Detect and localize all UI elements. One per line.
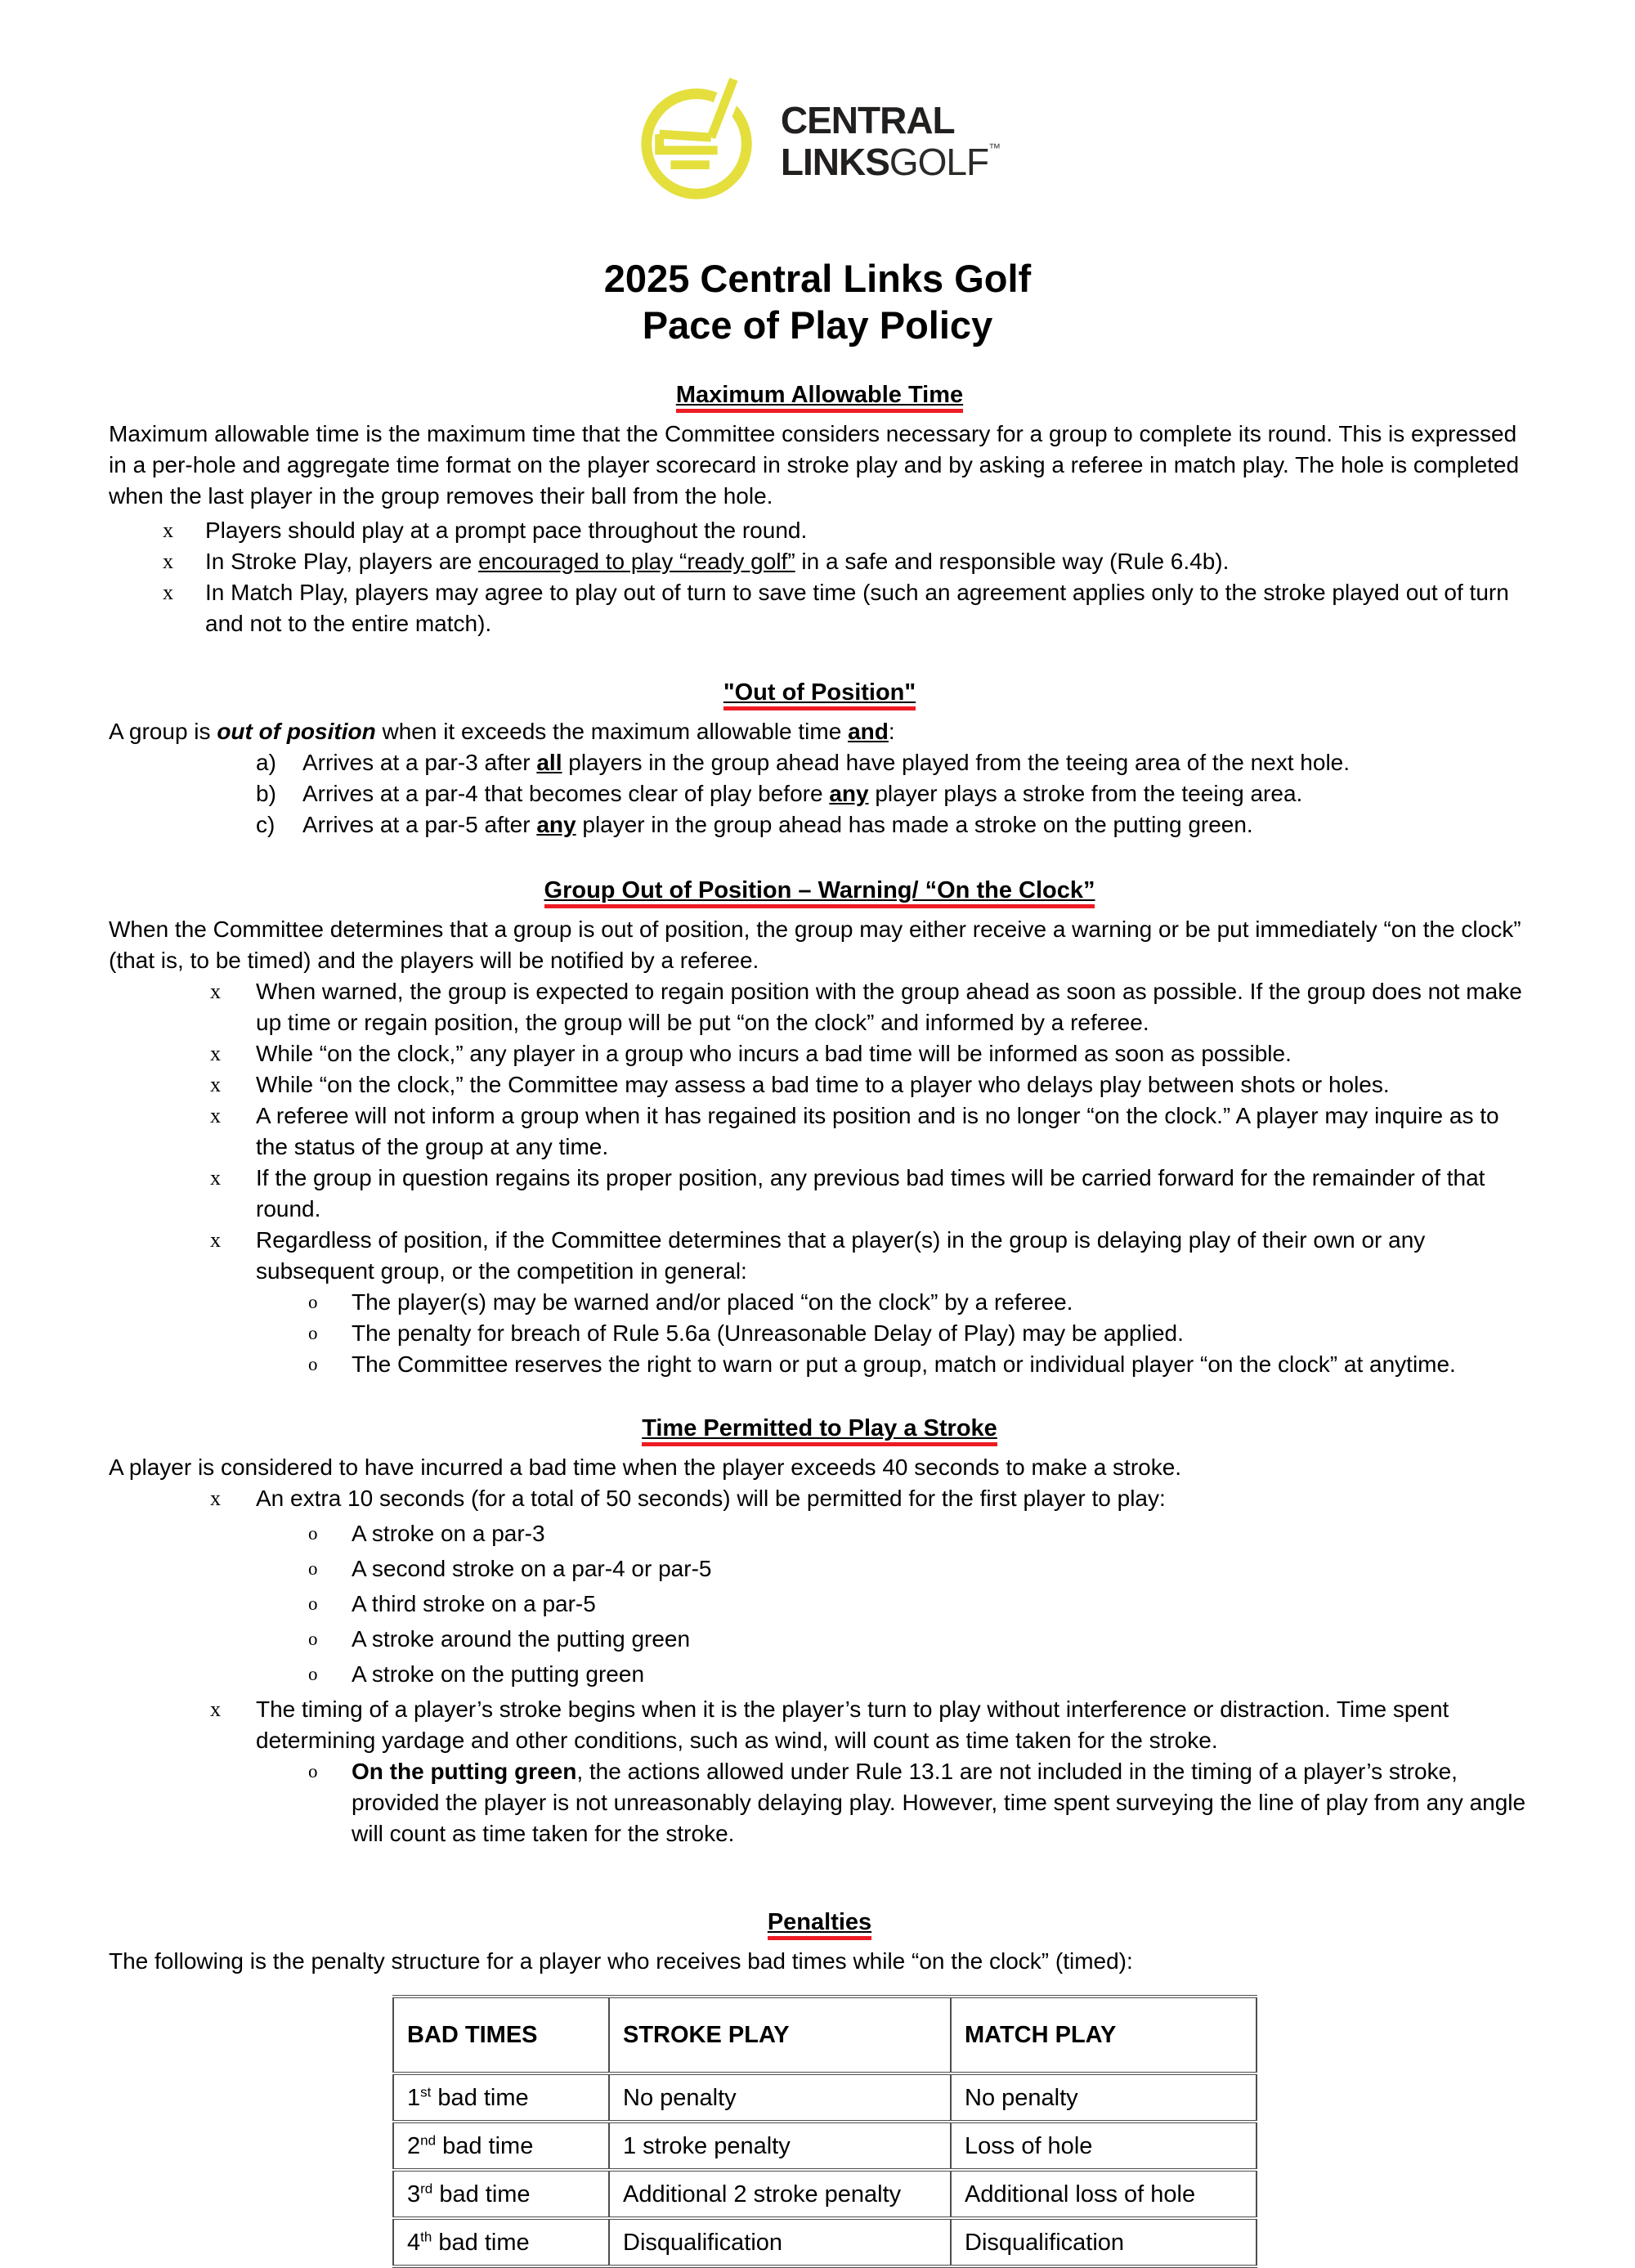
sub-list-item: o A second stroke on a par-4 or par-5 [109,1553,1530,1584]
bullet-marker: x [210,1166,221,1190]
sub-list-item: o The player(s) may be warned and/or placed “on the clock” by a referee. [109,1287,1530,1318]
section-heading-time-permitted: Time Permitted to Play a Stroke [109,1413,1530,1446]
sub-list-item: o A stroke around the putting green [109,1624,1530,1655]
bullet-marker: x [210,1042,221,1065]
bullet-marker: x [163,518,173,542]
sub-list-item: o A third stroke on a par-5 [109,1589,1530,1620]
time-permitted-paragraph: A player is considered to have incurred a bad time when the player exceeds 40 seconds to make a stroke. [109,1454,1182,1480]
list-item: x When warned, the group is expected to regain position with the group ahead as soon as possible. If the group does not make up time or regain position, the group will be put “on the clock” and informed by a referee. [109,976,1530,1038]
stroke-play-cell: Additional 2 stroke penalty [609,2170,951,2218]
max-time-paragraph: Maximum allowable time is the maximum time that the Committee considers necessary for a group to complete its round. This is expressed in a per-hole and aggregate time format on the player scorecard in stroke play and by asking a referee in match play. The hole is completed when the last player in the group removes their ball from the hole. [109,421,1520,509]
match-play-cell: Loss of hole [951,2122,1256,2170]
bullet-marker: x [163,580,173,604]
bullet-marker: x [210,1073,221,1096]
list-item: b) Arrives at a par-4 that becomes clear of play before any player plays a stroke from the teeing area. [109,778,1530,809]
table-row [393,2218,1256,2266]
document-title [0,255,1635,348]
stroke-play-cell: No penalty [609,2073,951,2122]
stroke-play-cell: Disqualification [609,2218,951,2266]
bullet-marker: x [163,549,173,573]
title-line-1: 2025 Central Links Golf [603,257,1032,300]
sub-bullet-marker: o [308,1664,318,1684]
sub-list-item: o A stroke on the putting green [109,1659,1530,1690]
col-header-bad-times: BAD TIMES [393,1997,609,2073]
trademark-symbol: ™ [988,141,1001,155]
table-row [393,2170,1256,2218]
sub-bullet-marker: o [308,1558,318,1579]
list-item: x Regardless of position, if the Committee determines that a player(s) in the group is delaying play of their own or any subsequent group, or the competition in general: [109,1225,1530,1287]
golf-club-circle-icon [635,72,764,209]
title-line-2: Pace of Play Policy [642,303,993,347]
sub-bullet-marker: o [308,1354,318,1374]
list-item: x A referee will not inform a group when it has regained its position and is no longer “on the clock.” A player may inquire as to the status of the group at any time. [109,1100,1530,1163]
sub-bullet-marker: o [308,1323,318,1343]
col-header-stroke-play: STROKE PLAY [609,1997,951,2073]
section-heading-out-of-position: "Out of Position" [109,677,1530,710]
list-item: x While “on the clock,” the Committee may assess a bad time to a player who delays play between shots or holes. [109,1069,1530,1100]
bullet-marker: x [210,1486,221,1510]
section-heading-group-out-of-position: Group Out of Position – Warning/ “On the Clock” [109,875,1530,908]
list-item: x While “on the clock,” any player in a group who incurs a bad time will be informed as soon as possible. [109,1038,1530,1069]
penalty-table [392,1995,1257,2268]
list-label: b) [256,781,276,806]
table-row [393,2122,1256,2170]
list-label: a) [256,750,276,775]
bad-time-cell: 2nd bad time [393,2122,609,2170]
sub-list-item: o On the putting green, the actions allowed under Rule 13.1 are not included in the timing of a player’s stroke, provided the player is not unreasonably delaying play. However, time spent surveying the line of play from any angle will count as time taken for the stroke. [109,1756,1530,1849]
bad-time-cell: 1st bad time [393,2073,609,2122]
central-links-golf-logo [0,0,1635,209]
sub-list-item: o The penalty for breach of Rule 5.6a (Unreasonable Delay of Play) may be applied. [109,1318,1530,1349]
brand-wordmark [780,98,1001,183]
sub-bullet-marker: o [308,1593,318,1614]
match-play-cell: Disqualification [951,2218,1256,2266]
match-play-cell: Additional loss of hole [951,2170,1256,2218]
sub-list-item: o A stroke on a par-3 [109,1518,1530,1549]
penalties-paragraph: The following is the penalty structure for a player who receives bad times while “on the clock” (timed): [109,1948,1133,1974]
list-label: c) [256,812,275,837]
section-heading-maximum-allowable-time: Maximum Allowable Time [109,379,1530,413]
list-item: x In Match Play, players may agree to play out of turn to save time (such an agreement applies only to the stroke played out of turn and not to the entire match). [109,577,1530,639]
bullet-marker: x [210,1697,221,1721]
match-play-cell: No penalty [951,2073,1256,2122]
list-item: x The timing of a player’s stroke begins when it is the player’s turn to play without interference or distraction. Time spent determining yardage and other conditions, such as wind, will count as time taken for the stroke. [109,1694,1530,1756]
bullet-marker: x [210,1228,221,1252]
stroke-play-cell: 1 stroke penalty [609,2122,951,2170]
list-item: x An extra 10 seconds (for a total of 50 seconds) will be permitted for the first player to play: [109,1483,1530,1514]
bullet-marker: x [210,1104,221,1127]
list-item: x Players should play at a prompt pace throughout the round. [109,515,1530,546]
table-row [393,2073,1256,2122]
list-item: c) Arrives at a par-5 after any player in the group ahead has made a stroke on the putting green. [109,809,1530,840]
document-body [0,379,1635,2268]
brand-line1: CENTRAL [780,98,955,141]
group-out-of-position-paragraph: When the Committee determines that a group is out of position, the group may either receive a warning or be put immediately “on the clock” (that is, to be timed) and the players will be notified by a referee. [109,917,1521,973]
list-item: a) Arrives at a par-3 after all players in the group ahead have played from the teeing area of the next hole. [109,747,1530,778]
sub-bullet-marker: o [308,1761,318,1782]
bad-time-cell: 4th bad time [393,2218,609,2266]
sub-bullet-marker: o [308,1629,318,1649]
brand-line2 [781,142,1000,181]
table-header-row [393,1997,1256,2073]
bullet-marker: x [210,979,221,1003]
out-of-position-intro: A group is out of position when it exceeds the maximum allowable time and: [109,719,895,744]
col-header-match-play: MATCH PLAY [951,1997,1256,2073]
list-item: x In Stroke Play, players are encouraged to play “ready golf” in a safe and responsible way (Rule 6.4b). [109,546,1530,577]
section-heading-penalties: Penalties [109,1907,1530,1940]
bad-time-cell: 3rd bad time [393,2170,609,2218]
sub-list-item: o The Committee reserves the right to warn or put a group, match or individual player “on the clock” at anytime. [109,1349,1530,1380]
sub-bullet-marker: o [308,1292,318,1312]
brand-golf: GOLF [889,140,989,183]
sub-bullet-marker: o [308,1523,318,1544]
brand-links: LINKS [780,140,889,183]
list-item: x If the group in question regains its proper position, any previous bad times will be carried forward for the remainder of that round. [109,1163,1530,1225]
